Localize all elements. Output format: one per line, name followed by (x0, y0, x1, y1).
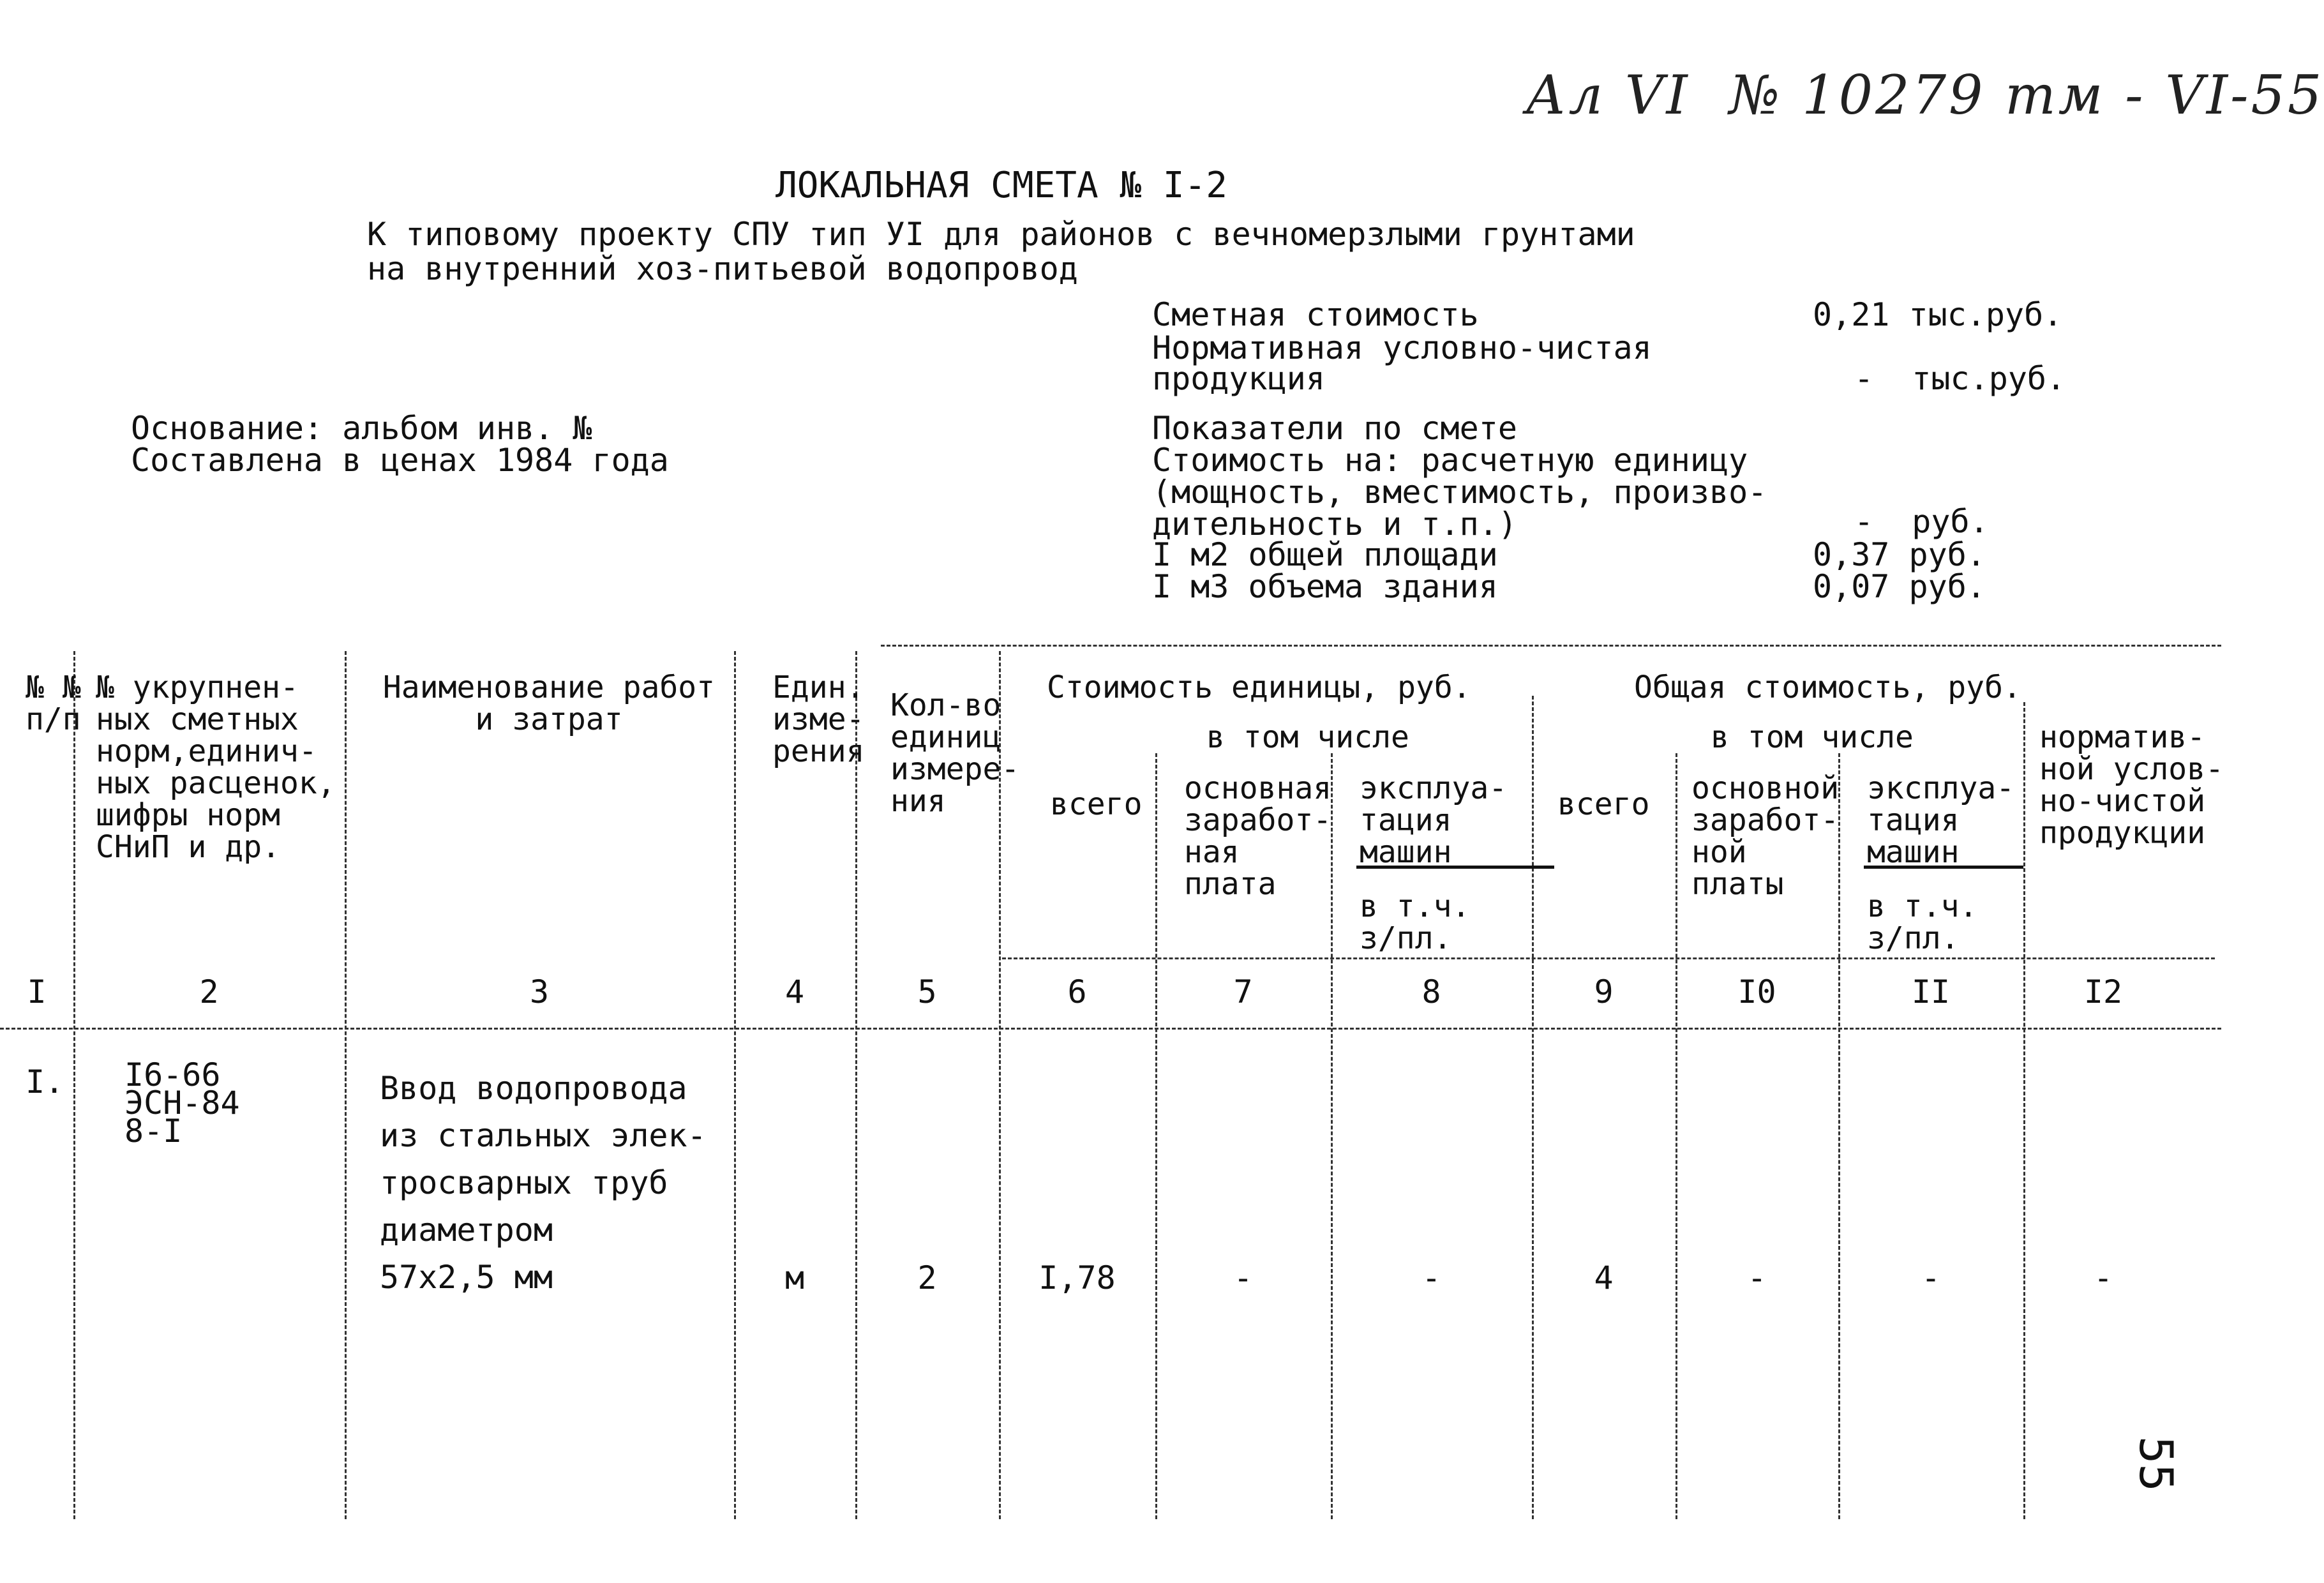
estimated-cost-label: Сметная стоимость (1152, 296, 1479, 333)
header-total: всего (1557, 786, 1650, 822)
document-title: ЛОКАЛЬНАЯ СМЕТА № I-2 (776, 165, 1228, 206)
row-normative-product: - (2093, 1259, 2113, 1296)
page-number: 55 (2129, 1436, 2183, 1492)
subtitle-line-2: на внутренний хоз-питьевой водопровод (367, 250, 1078, 287)
row-norm-code: I6-66 ЭСН-84 8-I (124, 1056, 240, 1150)
col-divider-4 (855, 651, 857, 1519)
area-value: 0,37 руб. (1813, 536, 1986, 573)
area-label: I м2 общей площади (1152, 536, 1498, 573)
volume-value: 0,07 руб. (1813, 568, 1986, 605)
unit-cost-line-2: (мощность, вместимость, произво- (1152, 474, 1767, 511)
col-divider-1 (73, 651, 75, 1519)
column-number: 9 (1594, 973, 1614, 1010)
column-number: 3 (529, 973, 550, 1010)
archive-mark: Ал VI № 10279 тм - VI-55 (1526, 64, 2324, 126)
estimated-cost-value: 0,21 тыс.руб. (1813, 296, 2063, 333)
row-unit: м (784, 1259, 805, 1296)
row-unit-wage: - (1233, 1259, 1253, 1296)
normative-product-label-2: продукция (1152, 360, 1325, 397)
col-divider-8 (1532, 696, 1534, 1519)
normative-product-label-1: Нормативная условно-чистая (1152, 329, 1652, 366)
column-number: I0 (1737, 973, 1776, 1010)
column-number: 5 (917, 973, 937, 1010)
header-unit-wage: основная заработ- ная плата (1184, 770, 1332, 902)
row-quantity: 2 (917, 1259, 937, 1296)
unit-cost-line-3: дительность и т.п.) (1152, 506, 1517, 543)
header-unit-machines: эксплуа- тация машин (1360, 770, 1508, 870)
col-divider-3 (734, 651, 736, 1519)
column-number: 6 (1067, 973, 1087, 1010)
header-unit-incl: в том числе (1206, 719, 1409, 755)
column-number: I2 (2083, 973, 2123, 1010)
subtitle-line-1: К типовому проекту СПУ тип УI для районов с вечномерзлыми грунтами (367, 216, 1635, 253)
normative-product-value: - тыс.руб. (1854, 360, 2066, 397)
header-unit-cost-group: Стоимость единицы, руб. (1047, 670, 1471, 705)
row-total: 4 (1594, 1259, 1614, 1296)
header-lower-rule (1002, 957, 2215, 959)
basis-line-2: Составлена в ценах 1984 года (131, 442, 669, 479)
row-total-machines: - (1921, 1259, 1941, 1296)
col-divider-2 (345, 651, 347, 1519)
column-number-rule (0, 1028, 2221, 1030)
column-number: I (27, 973, 47, 1010)
column-number: 2 (199, 973, 219, 1010)
row-total-wage: - (1747, 1259, 1767, 1296)
header-work-name: Наименование работ и затрат (382, 670, 716, 737)
header-total-machines-wage: в т.ч. з/пл. (1867, 889, 1978, 956)
header-row-number: № № п/п (26, 670, 81, 737)
column-number: II (1911, 973, 1951, 1010)
row-unit-total: I,78 (1038, 1259, 1116, 1296)
table-top-border (881, 645, 2221, 647)
indicators-label: Показатели по смете (1152, 410, 1517, 447)
header-quantity: Кол-во единиц измере- ния (890, 687, 1020, 819)
col-divider-6 (1155, 753, 1157, 1519)
unit-cost-line-1: Стоимость на: расчетную единицу (1152, 442, 1748, 479)
column-number: 7 (1233, 973, 1253, 1010)
column-number: 4 (784, 973, 805, 1010)
volume-label: I м3 объема здания (1152, 568, 1498, 605)
basis-line-1: Основание: альбом инв. № (131, 410, 592, 447)
header-total-wage: основной заработ- ной платы (1691, 770, 1840, 902)
row-unit-machines: - (1421, 1259, 1441, 1296)
column-number: 8 (1421, 973, 1441, 1010)
col-divider-9 (1676, 753, 1677, 1519)
unit-cost-value: - руб. (1854, 503, 1989, 540)
header-total-incl: в том числе (1711, 719, 1914, 755)
header-total-machines: эксплуа- тация машин (1867, 770, 2015, 870)
header-total-group: Общая стоимость, руб. (1634, 670, 2021, 705)
row-work-name: Ввод водопровода из стальных элек- тросварных труб диаметром 57х2,5 мм (380, 1070, 707, 1296)
row-number: I. (26, 1063, 64, 1100)
header-unit-machines-wage: в т.ч. з/пл. (1360, 889, 1471, 956)
header-unit: Един. изме- рения (772, 670, 865, 769)
header-normative-product: норматив- ной услов- но-чистой продукции (2039, 719, 2224, 851)
header-unit-total: всего (1050, 786, 1143, 822)
header-norm-code: № укрупнен- ных сметных норм,единич- ных расценок, шифры норм СНиП и др. (96, 670, 336, 865)
col-divider-11 (2023, 702, 2025, 1519)
